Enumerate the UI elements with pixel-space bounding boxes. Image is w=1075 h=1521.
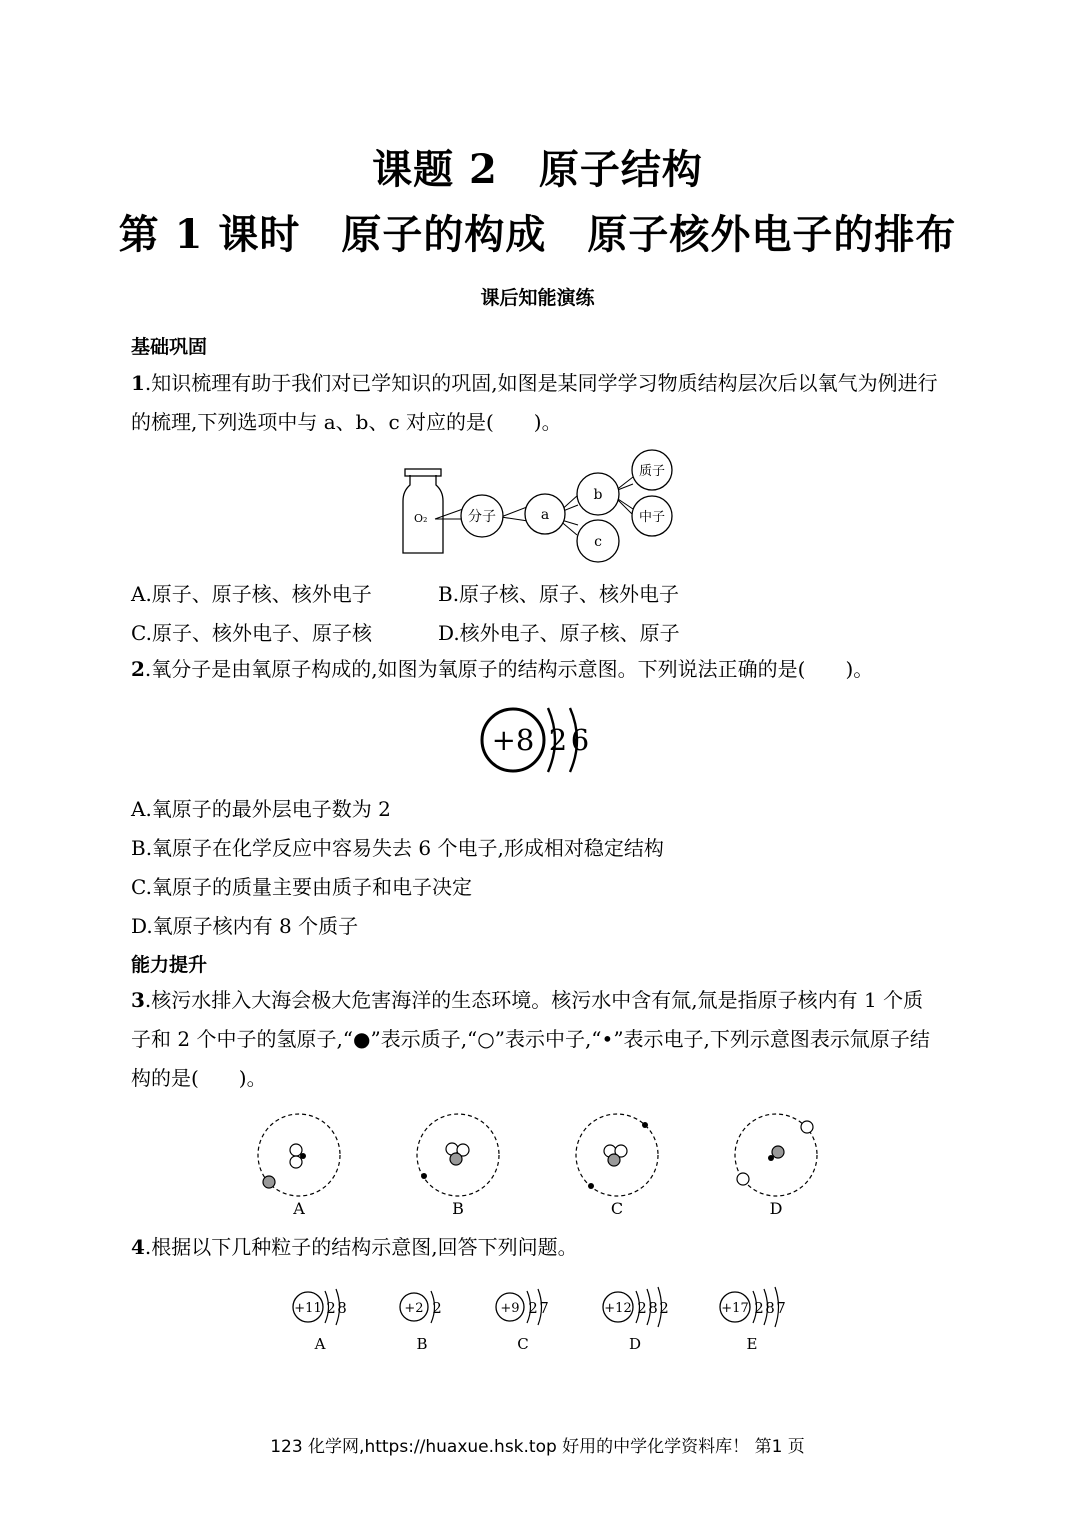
question-text: .根据以下几种粒子的结构示意图,回答下列问题。 bbox=[144, 1235, 578, 1259]
particle-c bbox=[496, 1289, 549, 1353]
question-3 bbox=[131, 981, 941, 1098]
c-shell-1: 2 bbox=[528, 1299, 538, 1317]
question-text: .核污水排入大海会极大危害海洋的生态环境。核污水中含有氚,氚是指原子核内有 1 个质子和 2 个中子的氢原子,“●”表示质子,“○”表示中子,“•”表示电子,下列示意图表示氚原子结构的是( )。 bbox=[131, 988, 930, 1090]
option-label-c: C bbox=[610, 1199, 624, 1218]
e-shell-1: 2 bbox=[754, 1299, 764, 1317]
atom-option-b bbox=[417, 1114, 499, 1196]
label-a: a bbox=[540, 507, 550, 523]
jar-label: O₂ bbox=[414, 512, 428, 525]
section-advanced: 能力提升 bbox=[131, 954, 208, 976]
question-number: 2 bbox=[131, 657, 145, 681]
shell-2-electrons: 6 bbox=[570, 723, 590, 757]
q2-option-a: A.氧原子的最外层电子数为 2 bbox=[131, 797, 391, 821]
q2-option-d: D.氧原子核内有 8 个质子 bbox=[131, 914, 359, 938]
atom-option-c bbox=[576, 1114, 658, 1196]
exercise-heading: 课后知能演练 bbox=[480, 287, 595, 309]
d-shell-1: 2 bbox=[637, 1299, 647, 1317]
matter-structure-diagram bbox=[395, 447, 685, 567]
jar-lid bbox=[405, 469, 441, 476]
d-shell-3: 2 bbox=[659, 1299, 669, 1317]
neutron-label: 中子 bbox=[638, 510, 666, 525]
label-c: c bbox=[594, 534, 602, 550]
oxygen-atom-diagram bbox=[475, 700, 600, 780]
particle-b bbox=[400, 1291, 442, 1353]
q1-option-c: C.原子、核外电子、原子核 bbox=[131, 621, 372, 645]
shell-1-electrons: 2 bbox=[548, 723, 568, 757]
c-shell-2: 7 bbox=[539, 1299, 549, 1317]
question-number: 3 bbox=[131, 988, 145, 1012]
tritium-options-diagram bbox=[245, 1105, 835, 1220]
atom-option-a bbox=[258, 1114, 340, 1196]
lesson-subtitle: 第 1 课时 原子的构成 原子核外电子的排布 bbox=[118, 211, 957, 258]
nucleus-d: +12 bbox=[604, 1301, 632, 1316]
option-label-a: A bbox=[293, 1199, 305, 1218]
question-text: .知识梳理有助于我们对已学知识的巩固,如图是某同学学习物质结构层次后以氧气为例进行的梳理,下列选项中与 a、b、c 对应的是( )。 bbox=[131, 371, 938, 434]
particle-diagrams bbox=[285, 1283, 795, 1358]
page-footer: 123 化学网,https://huaxue.hsk.top 好用的中学化学资料库！ 第1 页 bbox=[270, 1437, 805, 1457]
q1-option-a: A.原子、原子核、核外电子 bbox=[131, 582, 372, 606]
question-number: 4 bbox=[131, 1235, 145, 1259]
d-shell-2: 8 bbox=[648, 1299, 658, 1317]
proton-label: 质子 bbox=[638, 464, 666, 479]
question-2 bbox=[131, 650, 941, 689]
label-c: C bbox=[517, 1335, 529, 1353]
particle-d bbox=[603, 1287, 669, 1353]
label-e: E bbox=[746, 1335, 758, 1353]
q1-option-d: D.核外电子、原子核、原子 bbox=[438, 621, 680, 645]
label-b: b bbox=[593, 487, 603, 503]
atom-option-d bbox=[735, 1114, 817, 1196]
nucleus-b: +2 bbox=[404, 1301, 424, 1316]
e-shell-2: 8 bbox=[765, 1299, 775, 1317]
nucleus-c: +9 bbox=[500, 1301, 520, 1316]
option-label-b: B bbox=[452, 1199, 464, 1218]
b-shell-1: 2 bbox=[432, 1299, 442, 1317]
e-shell-3: 7 bbox=[776, 1299, 786, 1317]
nucleus-e: +17 bbox=[721, 1301, 749, 1316]
label-a: A bbox=[314, 1335, 326, 1353]
question-number: 1 bbox=[131, 371, 145, 395]
particle-e bbox=[720, 1287, 786, 1353]
q1-option-b: B.原子核、原子、核外电子 bbox=[438, 582, 680, 606]
a-shell-1: 2 bbox=[326, 1299, 336, 1317]
section-basic: 基础巩固 bbox=[131, 336, 208, 358]
question-1 bbox=[131, 364, 941, 442]
a-shell-2: 8 bbox=[337, 1299, 347, 1317]
q2-option-b: B.氧原子在化学反应中容易失去 6 个电子,形成相对稳定结构 bbox=[131, 836, 664, 860]
label-b: B bbox=[416, 1335, 428, 1353]
question-text: .氧分子是由氧原子构成的,如图为氧原子的结构示意图。下列说法正确的是( )。 bbox=[144, 657, 874, 681]
lesson-title: 课题 2 原子结构 bbox=[372, 146, 703, 193]
q2-option-c: C.氧原子的质量主要由质子和电子决定 bbox=[131, 875, 472, 899]
particle-a bbox=[293, 1289, 347, 1353]
question-4 bbox=[131, 1228, 941, 1267]
molecule-label: 分子 bbox=[468, 509, 496, 525]
nucleus-a: +11 bbox=[294, 1301, 322, 1316]
option-label-d: D bbox=[769, 1199, 783, 1218]
nucleus-charge: +8 bbox=[491, 723, 535, 757]
label-d: D bbox=[628, 1335, 642, 1353]
